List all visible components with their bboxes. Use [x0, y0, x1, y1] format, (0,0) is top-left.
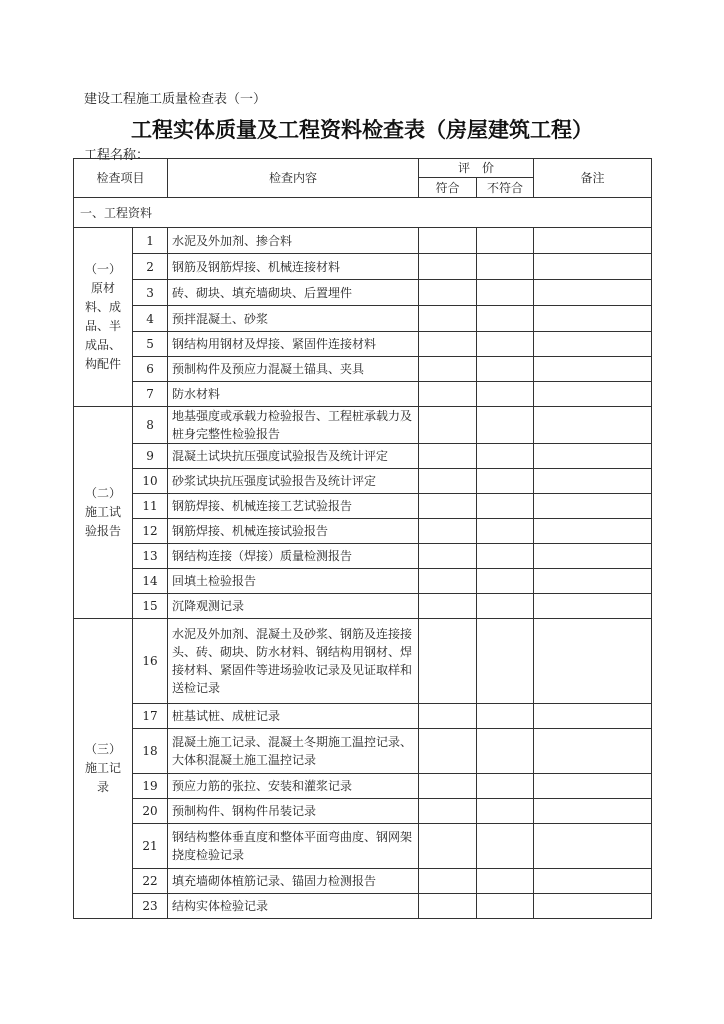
pass-cell[interactable]: [419, 619, 477, 704]
table-row: [74, 306, 652, 332]
row-number: 4: [133, 306, 168, 332]
pass-cell[interactable]: [419, 704, 477, 729]
row-number: 2: [133, 254, 168, 280]
fail-cell[interactable]: [477, 280, 534, 306]
pass-cell[interactable]: [419, 544, 477, 569]
fail-cell[interactable]: [477, 569, 534, 594]
table-row: [74, 894, 652, 919]
row-content: 砖、砌块、填充墙砌块、后置埋件: [168, 280, 419, 306]
header-item: 检查项目: [74, 159, 168, 198]
group-name-line: 料、成: [84, 300, 121, 314]
pass-cell[interactable]: [419, 824, 477, 869]
row-number: 16: [133, 619, 168, 704]
row-content: 预制构件及预应力混凝土锚具、夹具: [168, 357, 419, 382]
row-number: 9: [133, 444, 168, 469]
row-content: 钢结构用钢材及焊接、紧固件连接材料: [168, 332, 419, 357]
table-row: [74, 704, 652, 729]
pass-cell[interactable]: [419, 382, 477, 407]
row-number: 6: [133, 357, 168, 382]
table-row: [74, 494, 652, 519]
row-number: 23: [133, 894, 168, 919]
row-number: 12: [133, 519, 168, 544]
fail-cell[interactable]: [477, 799, 534, 824]
pass-cell[interactable]: [419, 254, 477, 280]
group-name: [74, 619, 133, 919]
pass-cell[interactable]: [419, 869, 477, 894]
header-content: 检查内容: [168, 159, 419, 198]
row-number: 17: [133, 704, 168, 729]
row-content: 钢筋焊接、机械连接工艺试验报告: [168, 494, 419, 519]
remark-cell[interactable]: [534, 469, 652, 494]
remark-cell[interactable]: [534, 544, 652, 569]
fail-cell[interactable]: [477, 594, 534, 619]
row-content: 地基强度或承载力检验报告、工程桩承载力及桩身完整性检验报告: [168, 407, 419, 444]
pass-cell[interactable]: [419, 407, 477, 444]
table-row: [74, 594, 652, 619]
group-name-line: （一）: [84, 262, 121, 276]
row-number: 7: [133, 382, 168, 407]
pass-cell[interactable]: [419, 774, 477, 799]
remark-cell[interactable]: [534, 569, 652, 594]
group-name-line: （二）: [84, 486, 121, 500]
row-content: 预制构件、钢构件吊装记录: [168, 799, 419, 824]
group-name-line: 录: [96, 780, 109, 794]
row-content: 结构实体检验记录: [168, 894, 419, 919]
table-row: [74, 469, 652, 494]
row-number: 11: [133, 494, 168, 519]
row-number: 22: [133, 869, 168, 894]
remark-cell[interactable]: [534, 228, 652, 254]
group-name-line: 构配件: [84, 357, 121, 371]
table-row: [74, 544, 652, 569]
row-number: 8: [133, 407, 168, 444]
pass-cell[interactable]: [419, 519, 477, 544]
remark-cell[interactable]: [534, 407, 652, 444]
remark-cell[interactable]: [534, 704, 652, 729]
pass-cell[interactable]: [419, 280, 477, 306]
row-content: 防水材料: [168, 382, 419, 407]
pass-cell[interactable]: [419, 332, 477, 357]
row-content: 水泥及外加剂、混凝土及砂浆、钢筋及连接接头、砖、砌块、防水材料、钢结构用钢材、焊接材料、紧固件等进场验收记录及见证取样和送检记录: [168, 619, 419, 704]
row-content: 水泥及外加剂、掺合料: [168, 228, 419, 254]
row-number: 3: [133, 280, 168, 306]
row-content: 桩基试桩、成桩记录: [168, 704, 419, 729]
row-number: 18: [133, 729, 168, 774]
fail-cell[interactable]: [477, 228, 534, 254]
remark-cell[interactable]: [534, 519, 652, 544]
fail-cell[interactable]: [477, 519, 534, 544]
row-content: 钢结构连接（焊接）质量检测报告: [168, 544, 419, 569]
row-number: 1: [133, 228, 168, 254]
group-name-line: 品、半: [84, 319, 121, 333]
group-name-line: 验报告: [84, 524, 121, 538]
table-row: [74, 824, 652, 869]
table-row: [74, 444, 652, 469]
pass-cell[interactable]: [419, 569, 477, 594]
remark-cell[interactable]: [534, 444, 652, 469]
fail-cell[interactable]: [477, 894, 534, 919]
pass-cell[interactable]: [419, 306, 477, 332]
table-row: [74, 228, 652, 254]
row-number: 10: [133, 469, 168, 494]
row-content: 钢筋及钢筋焊接、机械连接材料: [168, 254, 419, 280]
fail-cell[interactable]: [477, 544, 534, 569]
pass-cell[interactable]: [419, 228, 477, 254]
row-content: 预应力筋的张拉、安装和灌浆记录: [168, 774, 419, 799]
row-content: 混凝土施工记录、混凝土冬期施工温控记录、大体积混凝土施工温控记录: [168, 729, 419, 774]
group-name-line: 原材: [90, 281, 115, 295]
fail-cell[interactable]: [477, 494, 534, 519]
fail-cell[interactable]: [477, 729, 534, 774]
pass-cell[interactable]: [419, 444, 477, 469]
table-row: [74, 519, 652, 544]
row-number: 15: [133, 594, 168, 619]
table-row: [74, 774, 652, 799]
row-content: 混凝土试块抗压强度试验报告及统计评定: [168, 444, 419, 469]
group-name-line: 施工记: [84, 761, 121, 775]
remark-cell[interactable]: [534, 382, 652, 407]
table-row: [74, 869, 652, 894]
page-title: 工程实体质量及工程资料检查表（房屋建筑工程）: [131, 118, 593, 142]
row-content: 钢结构整体垂直度和整体平面弯曲度、钢网架挠度检验记录: [168, 824, 419, 869]
fail-cell[interactable]: [477, 774, 534, 799]
header-fail: 不符合: [477, 178, 534, 198]
remark-cell[interactable]: [534, 332, 652, 357]
group-name-line: 成品、: [84, 338, 121, 352]
pass-cell[interactable]: [419, 494, 477, 519]
table-row: [74, 280, 652, 306]
table-row: [74, 332, 652, 357]
pass-cell[interactable]: [419, 729, 477, 774]
remark-cell[interactable]: [534, 774, 652, 799]
row-number: 13: [133, 544, 168, 569]
fail-cell[interactable]: [477, 382, 534, 407]
table-row: [74, 407, 652, 444]
remark-cell[interactable]: [534, 824, 652, 869]
row-number: 21: [133, 824, 168, 869]
row-number: 19: [133, 774, 168, 799]
pass-cell[interactable]: [419, 357, 477, 382]
row-content: 回填土检验报告: [168, 569, 419, 594]
pass-cell[interactable]: [419, 894, 477, 919]
remark-cell[interactable]: [534, 894, 652, 919]
project-name-label: 工程名称：: [84, 148, 150, 163]
remark-cell[interactable]: [534, 869, 652, 894]
header-eval: 评 价: [419, 159, 534, 178]
fail-cell[interactable]: [477, 357, 534, 382]
pass-cell[interactable]: [419, 594, 477, 619]
row-content: 填充墙砌体植筋记录、锚固力检测报告: [168, 869, 419, 894]
table-row: [74, 569, 652, 594]
row-content: 钢筋焊接、机械连接试验报告: [168, 519, 419, 544]
pass-cell[interactable]: [419, 799, 477, 824]
row-content: 砂浆试块抗压强度试验报告及统计评定: [168, 469, 419, 494]
row-number: 5: [133, 332, 168, 357]
group-name-line: 施工试: [84, 505, 121, 519]
row-number: 14: [133, 569, 168, 594]
fail-cell[interactable]: [477, 704, 534, 729]
remark-cell[interactable]: [534, 357, 652, 382]
group-name: [74, 407, 133, 619]
section-title: 一、工程资料: [74, 198, 652, 228]
table-row: [74, 799, 652, 824]
fail-cell[interactable]: [477, 306, 534, 332]
remark-cell[interactable]: [534, 619, 652, 704]
table-row: [74, 357, 652, 382]
table-row: [74, 729, 652, 774]
remark-cell[interactable]: [534, 494, 652, 519]
fail-cell[interactable]: [477, 619, 534, 704]
remark-cell[interactable]: [534, 306, 652, 332]
header-pass: 符合: [419, 178, 477, 198]
fail-cell[interactable]: [477, 824, 534, 869]
remark-cell[interactable]: [534, 594, 652, 619]
row-content: 预拌混凝土、砂浆: [168, 306, 419, 332]
row-content: 沉降观测记录: [168, 594, 419, 619]
pass-cell[interactable]: [419, 469, 477, 494]
fail-cell[interactable]: [477, 869, 534, 894]
fail-cell[interactable]: [477, 332, 534, 357]
group-name-line: （三）: [84, 742, 121, 756]
table-row: [74, 254, 652, 280]
group-name: [74, 228, 133, 407]
remark-cell[interactable]: [534, 280, 652, 306]
fail-cell[interactable]: [477, 254, 534, 280]
fail-cell[interactable]: [477, 469, 534, 494]
row-number: 20: [133, 799, 168, 824]
fail-cell[interactable]: [477, 407, 534, 444]
form-subtitle: 建设工程施工质量检查表（一）: [84, 92, 267, 107]
remark-cell[interactable]: [534, 254, 652, 280]
fail-cell[interactable]: [477, 444, 534, 469]
remark-cell[interactable]: [534, 729, 652, 774]
remark-cell[interactable]: [534, 799, 652, 824]
inspection-table: [73, 158, 652, 919]
table-row: [74, 619, 652, 704]
table-row: [74, 382, 652, 407]
header-remark: 备注: [534, 159, 652, 198]
